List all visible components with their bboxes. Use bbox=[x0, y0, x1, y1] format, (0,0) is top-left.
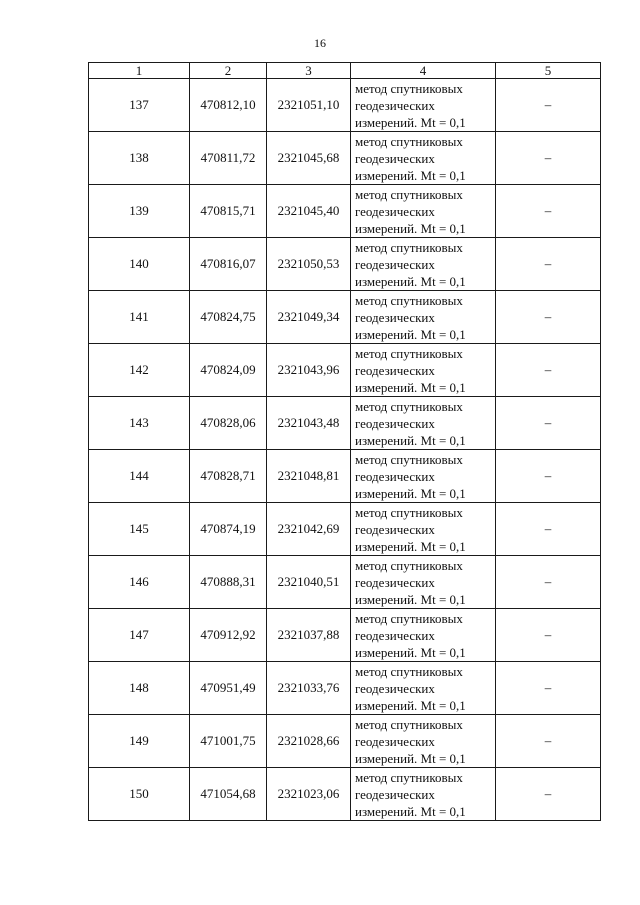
cell-y-coordinate: 2321049,34 bbox=[267, 291, 351, 344]
table-row bbox=[89, 450, 601, 503]
cell-y-coordinate: 2321040,51 bbox=[267, 556, 351, 609]
table-row bbox=[89, 344, 601, 397]
cell-point-number: 140 bbox=[89, 238, 190, 291]
cell-method bbox=[351, 291, 496, 344]
cell-x-coordinate: 470824,09 bbox=[190, 344, 267, 397]
cell-col5-dash: – bbox=[496, 609, 601, 662]
method-line: геодезических bbox=[355, 256, 435, 272]
method-line: измерений. Mt = 0,1 bbox=[355, 114, 466, 130]
cell-point-number: 141 bbox=[89, 291, 190, 344]
cell-x-coordinate: 470912,92 bbox=[190, 609, 267, 662]
method-line: измерений. Mt = 0,1 bbox=[355, 220, 466, 236]
cell-y-coordinate: 2321045,68 bbox=[267, 132, 351, 185]
cell-y-coordinate: 2321028,66 bbox=[267, 715, 351, 768]
table-row bbox=[89, 768, 601, 821]
cell-method bbox=[351, 185, 496, 238]
cell-x-coordinate: 470815,71 bbox=[190, 185, 267, 238]
method-line: геодезических bbox=[355, 309, 435, 325]
cell-x-coordinate: 470811,72 bbox=[190, 132, 267, 185]
cell-y-coordinate: 2321045,40 bbox=[267, 185, 351, 238]
method-line: метод спутниковых bbox=[355, 451, 463, 467]
method-line: измерений. Mt = 0,1 bbox=[355, 167, 466, 183]
cell-x-coordinate: 470951,49 bbox=[190, 662, 267, 715]
method-line: измерений. Mt = 0,1 bbox=[355, 538, 466, 554]
method-line: метод спутниковых bbox=[355, 716, 463, 732]
cell-col5-dash: – bbox=[496, 132, 601, 185]
cell-point-number: 148 bbox=[89, 662, 190, 715]
cell-col5-dash: – bbox=[496, 662, 601, 715]
cell-col5-dash: – bbox=[496, 450, 601, 503]
method-line: метод спутниковых bbox=[355, 610, 463, 626]
cell-method bbox=[351, 715, 496, 768]
coordinates-table bbox=[88, 62, 601, 821]
cell-y-coordinate: 2321051,10 bbox=[267, 79, 351, 132]
cell-col5-dash: – bbox=[496, 397, 601, 450]
cell-y-coordinate: 2321023,06 bbox=[267, 768, 351, 821]
cell-method bbox=[351, 132, 496, 185]
cell-point-number: 146 bbox=[89, 556, 190, 609]
cell-y-coordinate: 2321037,88 bbox=[267, 609, 351, 662]
cell-y-coordinate: 2321048,81 bbox=[267, 450, 351, 503]
method-line: измерений. Mt = 0,1 bbox=[355, 485, 466, 501]
table-row bbox=[89, 609, 601, 662]
method-line: метод спутниковых bbox=[355, 504, 463, 520]
table-header-row bbox=[89, 63, 601, 79]
cell-method bbox=[351, 79, 496, 132]
method-line: измерений. Mt = 0,1 bbox=[355, 644, 466, 660]
cell-col5-dash: – bbox=[496, 715, 601, 768]
header-col-3: 3 bbox=[267, 63, 351, 79]
cell-col5-dash: – bbox=[496, 291, 601, 344]
method-line: метод спутниковых bbox=[355, 557, 463, 573]
cell-y-coordinate: 2321042,69 bbox=[267, 503, 351, 556]
cell-col5-dash: – bbox=[496, 556, 601, 609]
cell-x-coordinate: 470828,71 bbox=[190, 450, 267, 503]
method-line: метод спутниковых bbox=[355, 345, 463, 361]
cell-point-number: 147 bbox=[89, 609, 190, 662]
cell-col5-dash: – bbox=[496, 768, 601, 821]
method-line: метод спутниковых bbox=[355, 769, 463, 785]
cell-method bbox=[351, 397, 496, 450]
method-line: геодезических bbox=[355, 733, 435, 749]
cell-y-coordinate: 2321043,96 bbox=[267, 344, 351, 397]
cell-x-coordinate: 470874,19 bbox=[190, 503, 267, 556]
header-col-5: 5 bbox=[496, 63, 601, 79]
cell-col5-dash: – bbox=[496, 185, 601, 238]
cell-point-number: 150 bbox=[89, 768, 190, 821]
cell-point-number: 145 bbox=[89, 503, 190, 556]
cell-col5-dash: – bbox=[496, 344, 601, 397]
cell-x-coordinate: 470816,07 bbox=[190, 238, 267, 291]
method-line: геодезических bbox=[355, 680, 435, 696]
table-row bbox=[89, 132, 601, 185]
cell-method bbox=[351, 450, 496, 503]
method-line: метод спутниковых bbox=[355, 663, 463, 679]
cell-y-coordinate: 2321043,48 bbox=[267, 397, 351, 450]
cell-x-coordinate: 470888,31 bbox=[190, 556, 267, 609]
method-line: метод спутниковых bbox=[355, 398, 463, 414]
cell-y-coordinate: 2321033,76 bbox=[267, 662, 351, 715]
cell-point-number: 138 bbox=[89, 132, 190, 185]
cell-method bbox=[351, 503, 496, 556]
header-col-4: 4 bbox=[351, 63, 496, 79]
cell-point-number: 137 bbox=[89, 79, 190, 132]
method-line: геодезических bbox=[355, 574, 435, 590]
method-line: измерений. Mt = 0,1 bbox=[355, 432, 466, 448]
cell-method bbox=[351, 609, 496, 662]
table-row bbox=[89, 715, 601, 768]
cell-y-coordinate: 2321050,53 bbox=[267, 238, 351, 291]
method-line: измерений. Mt = 0,1 bbox=[355, 803, 466, 819]
table-row bbox=[89, 662, 601, 715]
cell-method bbox=[351, 768, 496, 821]
method-line: геодезических bbox=[355, 627, 435, 643]
method-line: измерений. Mt = 0,1 bbox=[355, 273, 466, 289]
header-col-1: 1 bbox=[89, 63, 190, 79]
method-line: измерений. Mt = 0,1 bbox=[355, 591, 466, 607]
method-line: метод спутниковых bbox=[355, 80, 463, 96]
cell-method bbox=[351, 344, 496, 397]
method-line: метод спутниковых bbox=[355, 133, 463, 149]
cell-col5-dash: – bbox=[496, 238, 601, 291]
cell-x-coordinate: 471001,75 bbox=[190, 715, 267, 768]
method-line: метод спутниковых bbox=[355, 292, 463, 308]
table-row bbox=[89, 185, 601, 238]
table-row bbox=[89, 238, 601, 291]
method-line: геодезических bbox=[355, 786, 435, 802]
cell-point-number: 142 bbox=[89, 344, 190, 397]
method-line: измерений. Mt = 0,1 bbox=[355, 326, 466, 342]
method-line: геодезических bbox=[355, 97, 435, 113]
cell-method bbox=[351, 662, 496, 715]
cell-col5-dash: – bbox=[496, 503, 601, 556]
cell-point-number: 144 bbox=[89, 450, 190, 503]
method-line: геодезических bbox=[355, 415, 435, 431]
method-line: геодезических bbox=[355, 468, 435, 484]
method-line: метод спутниковых bbox=[355, 239, 463, 255]
table-row bbox=[89, 397, 601, 450]
cell-x-coordinate: 470824,75 bbox=[190, 291, 267, 344]
cell-method bbox=[351, 556, 496, 609]
cell-x-coordinate: 471054,68 bbox=[190, 768, 267, 821]
cell-point-number: 143 bbox=[89, 397, 190, 450]
method-line: измерений. Mt = 0,1 bbox=[355, 750, 466, 766]
table-row bbox=[89, 79, 601, 132]
method-line: геодезических bbox=[355, 150, 435, 166]
page-number: 16 bbox=[314, 36, 326, 50]
table-row bbox=[89, 556, 601, 609]
method-line: метод спутниковых bbox=[355, 186, 463, 202]
method-line: измерений. Mt = 0,1 bbox=[355, 379, 466, 395]
header-col-2: 2 bbox=[190, 63, 267, 79]
table-row bbox=[89, 291, 601, 344]
cell-col5-dash: – bbox=[496, 79, 601, 132]
cell-x-coordinate: 470812,10 bbox=[190, 79, 267, 132]
cell-method bbox=[351, 238, 496, 291]
method-line: измерений. Mt = 0,1 bbox=[355, 697, 466, 713]
method-line: геодезических bbox=[355, 203, 435, 219]
table-row bbox=[89, 503, 601, 556]
table-body bbox=[89, 79, 601, 821]
cell-x-coordinate: 470828,06 bbox=[190, 397, 267, 450]
method-line: геодезических bbox=[355, 521, 435, 537]
cell-point-number: 149 bbox=[89, 715, 190, 768]
method-line: геодезических bbox=[355, 362, 435, 378]
cell-point-number: 139 bbox=[89, 185, 190, 238]
